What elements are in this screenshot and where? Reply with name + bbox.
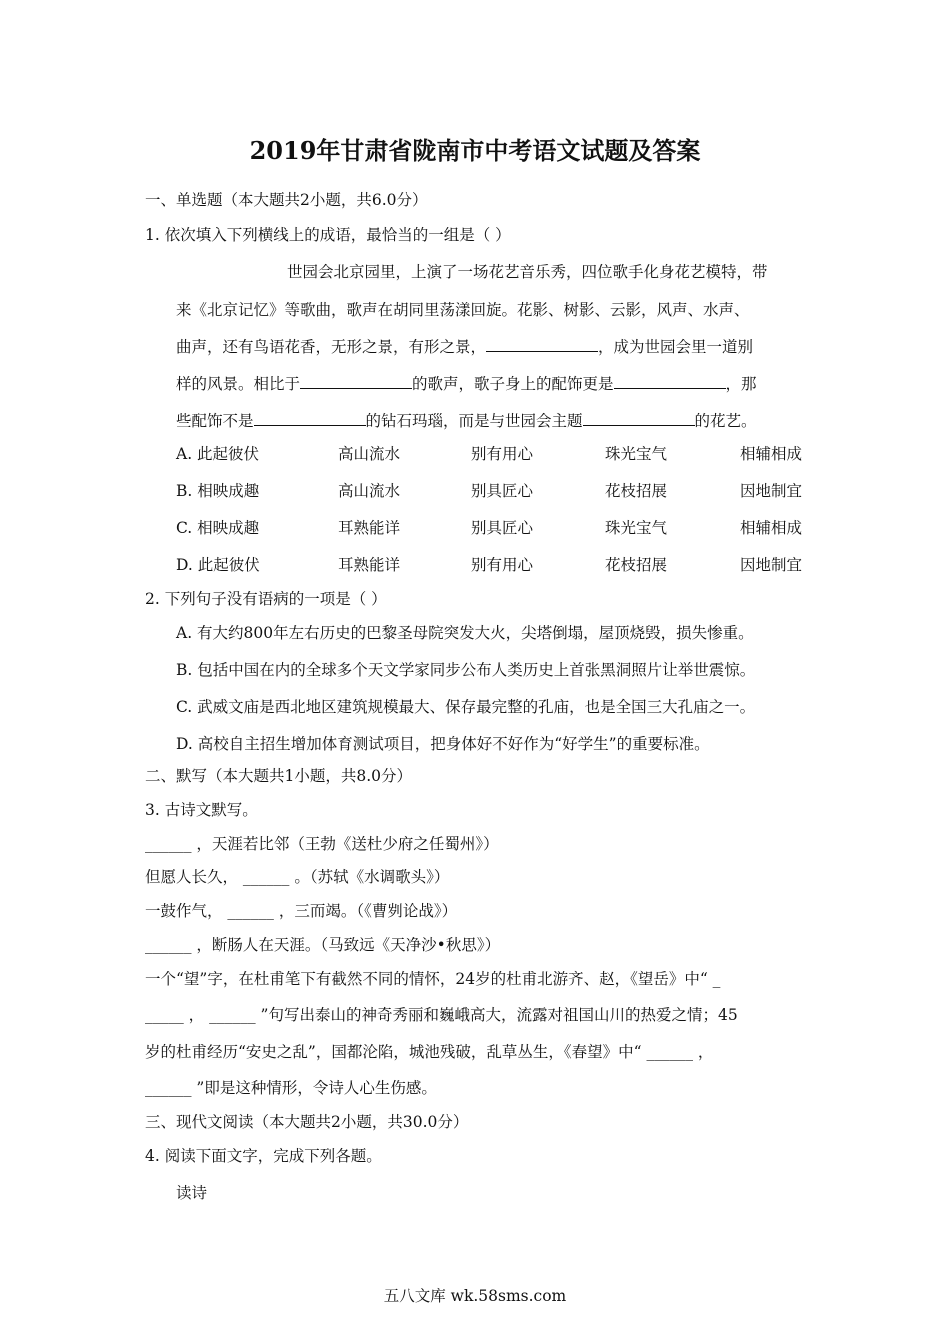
q1-option-word: 别具匠心 bbox=[471, 482, 534, 500]
q1-option-label: A. 此起彼伏 bbox=[176, 445, 260, 463]
q1-option-word: 因地制宜 bbox=[740, 556, 803, 574]
q1-blank-2 bbox=[300, 374, 412, 389]
q2-option-b[interactable]: B. 包括中国在内的全球多个天文学家同步公布人类历史上首张黑洞照片让举世震惊。 bbox=[176, 661, 756, 679]
q1-option-word: 高山流水 bbox=[338, 445, 401, 463]
q1-blank-4 bbox=[254, 411, 366, 426]
q1-option-word: 相辅相成 bbox=[740, 445, 803, 463]
q1-blank-5 bbox=[583, 411, 695, 426]
q1-passage-line-4 bbox=[176, 374, 757, 394]
q1-option-word: 因地制宜 bbox=[740, 482, 803, 500]
q1-passage-text: ，那 bbox=[725, 375, 757, 393]
q1-passage-line-2: 来《北京记忆》等歌曲，歌声在胡同里荡漾回旋。花影、树影、云影，风声、水声、 bbox=[176, 301, 750, 319]
q1-passage-text: ，成为世园会里一道别 bbox=[598, 338, 754, 356]
q3-line: 一鼓作气， ______ ，三而竭。（《曹刿论战》） bbox=[145, 902, 458, 920]
question-1-stem: 1. 依次填入下列横线上的成语，最恰当的一组是（ ） bbox=[145, 226, 511, 244]
q1-option-label: B. 相映成趣 bbox=[176, 482, 260, 500]
q1-option-word: 珠光宝气 bbox=[605, 519, 668, 537]
question-4-stem: 4. 阅读下面文字，完成下列各题。 bbox=[145, 1147, 382, 1165]
q1-blank-3 bbox=[614, 374, 726, 389]
q1-passage-text: 的歌声，歌子身上的配饰更是 bbox=[412, 375, 614, 393]
section-heading-2: 二、默写（本大题共1小题，共8.0分） bbox=[145, 767, 413, 785]
q4-passage-title: 读诗 bbox=[176, 1184, 208, 1202]
q2-option-a[interactable]: A. 有大约800年左右历史的巴黎圣母院突发大火，尖塔倒塌，屋顶烧毁，损失惨重。 bbox=[176, 624, 754, 642]
q3-line: ______ ，断肠人在天涯。（马致远《天净沙•秋思》） bbox=[145, 936, 501, 954]
q1-blank-1 bbox=[486, 337, 598, 352]
q3-line: 一个“望”字，在杜甫笔下有截然不同的情怀，24岁的杜甫北游齐、赵，《望岳》中“ _ bbox=[145, 970, 721, 988]
q3-line: _____ ， ______ ”句写出泰山的神奇秀丽和巍峨高大，流露对祖国山川的热爱之情；45 bbox=[145, 1006, 738, 1024]
q1-option-label: D. 此起彼伏 bbox=[176, 556, 260, 574]
q1-option-word: 别有用心 bbox=[471, 556, 534, 574]
section-heading-3: 三、现代文阅读（本大题共2小题，共30.0分） bbox=[145, 1113, 469, 1131]
document-title: 2019年甘肃省陇南市中考语文试题及答案 bbox=[249, 136, 701, 165]
q1-option-word: 别具匠心 bbox=[471, 519, 534, 537]
q1-option-label: C. 相映成趣 bbox=[176, 519, 260, 537]
q1-passage-text: 的钻石玛瑙，而是与世园会主题 bbox=[365, 412, 583, 430]
q1-passage-text: 些配饰不是 bbox=[176, 412, 254, 430]
q1-passage-text: 曲声，还有鸟语花香，无形之景，有形之景， bbox=[176, 338, 487, 356]
section-heading-1: 一、单选题（本大题共2小题，共6.0分） bbox=[145, 191, 428, 209]
footer-watermark: 五八文库 wk.58sms.com bbox=[383, 1287, 567, 1305]
q1-option-word: 耳熟能详 bbox=[338, 519, 401, 537]
q1-option-word: 花枝招展 bbox=[605, 556, 668, 574]
q3-line: 岁的杜甫经历“安史之乱”，国都沦陷，城池残破，乱草丛生，《春望》中“ ______ ， bbox=[145, 1043, 714, 1061]
q2-option-c[interactable]: C. 武威文庙是西北地区建筑规模最大、保存最完整的孔庙，也是全国三大孔庙之一。 bbox=[176, 698, 756, 716]
q1-option-word: 别有用心 bbox=[471, 445, 534, 463]
q3-line: 但愿人长久， ______ 。（苏轼《水调歌头》） bbox=[145, 868, 450, 886]
q1-passage-line-1: 世园会北京园里，上演了一场花艺音乐秀，四位歌手化身花艺模特，带 bbox=[287, 263, 768, 281]
q1-option-word: 耳熟能详 bbox=[338, 556, 401, 574]
q1-option-word: 花枝招展 bbox=[605, 482, 668, 500]
q2-option-d[interactable]: D. 高校自主招生增加体育测试项目，把身体好不好作为“好学生”的重要标准。 bbox=[176, 735, 710, 753]
q3-line: ______ ，天涯若比邻（王勃《送杜少府之任蜀州》） bbox=[145, 835, 499, 853]
q3-line: ______ ”即是这种情形，令诗人心生伤感。 bbox=[145, 1079, 437, 1097]
question-3-stem: 3. 古诗文默写。 bbox=[145, 801, 258, 819]
q1-option-word: 高山流水 bbox=[338, 482, 401, 500]
q1-passage-line-3 bbox=[176, 337, 753, 357]
q1-passage-line-5 bbox=[176, 411, 757, 431]
q1-passage-text: 的花艺。 bbox=[694, 412, 757, 430]
q1-option-word: 珠光宝气 bbox=[605, 445, 668, 463]
q1-option-word: 相辅相成 bbox=[740, 519, 803, 537]
q1-passage-text: 样的风景。相比于 bbox=[176, 375, 301, 393]
question-2-stem: 2. 下列句子没有语病的一项是（ ） bbox=[145, 590, 387, 608]
